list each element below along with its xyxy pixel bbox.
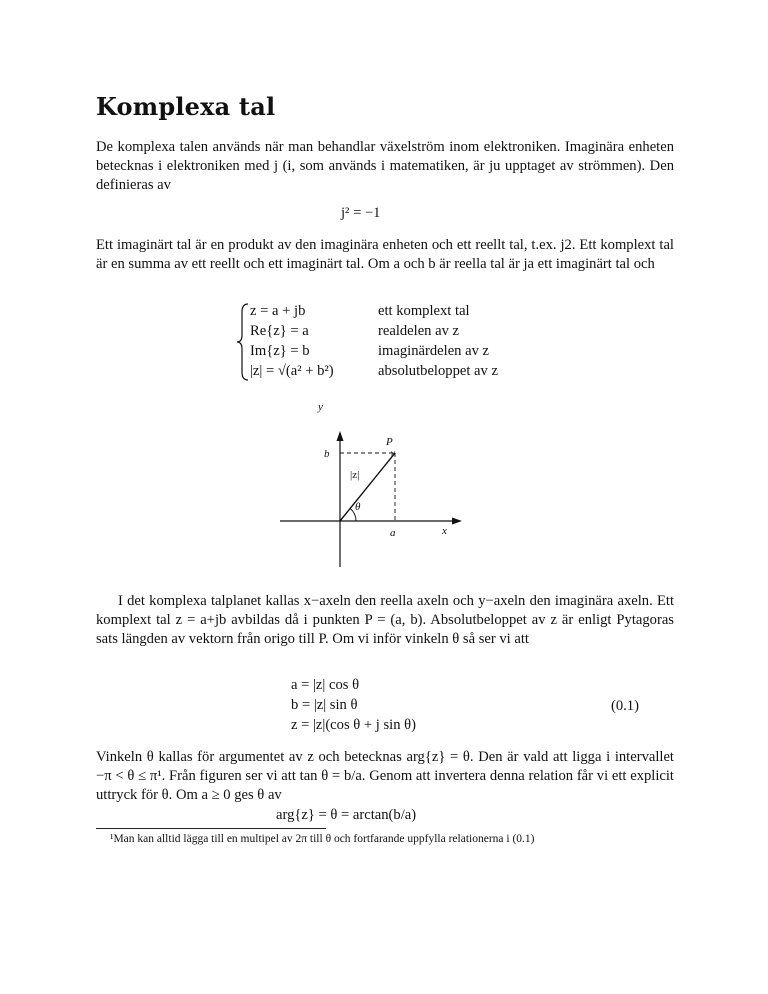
system-desc: realdelen av z xyxy=(378,323,460,339)
y-axis-arrow-icon xyxy=(337,431,344,441)
system-row xyxy=(250,302,470,321)
paragraph-imaginary: Ett imaginärt tal är en produkt av den imaginära enheten och ett reellt tal, t.ex. j2. Ett komplext tal är en summa av ett reellt och ett imaginärt tal. Om a och b är reella tal är ja ett imaginärt tal och xyxy=(96,237,674,272)
system-expr: Im{z} = b xyxy=(250,343,310,359)
a-label: a xyxy=(390,527,396,539)
equation-arg: arg{z} = θ = arctan(b/a) xyxy=(276,807,417,823)
brace-icon xyxy=(236,302,250,382)
complex-plane-diagram xyxy=(280,400,470,570)
system-desc: imaginärdelen av z xyxy=(378,343,490,359)
equation-a: a = |z| cos θ xyxy=(291,677,360,693)
x-axis-arrow-icon xyxy=(452,518,462,525)
system-desc: ett komplext tal xyxy=(378,303,470,319)
system-expr: z = a + jb xyxy=(250,303,306,319)
point-label: P xyxy=(386,436,393,448)
system-row xyxy=(250,322,460,341)
system-row xyxy=(250,362,498,381)
angle-label: θ xyxy=(355,501,361,513)
b-label: b xyxy=(324,448,330,460)
equation-j-squared: j² = −1 xyxy=(341,205,381,221)
system-row xyxy=(250,342,490,361)
footnote-rule xyxy=(96,828,326,829)
paragraph-intro: De komplexa talen används när man behandlar växelström inom elektroniken. Imaginära enheten betecknas i elektroniken med j (i, som används i matematiken, är ju upptaget av strömmen). Den definieras av xyxy=(96,139,674,193)
equation-number: (0.1) xyxy=(611,698,639,714)
footnote: ¹Man kan alltid lägga till en multipel av 2π till θ och fortfarande uppfylla relationerna i (0.1) xyxy=(110,833,535,845)
y-axis-label: y xyxy=(318,401,323,413)
modulus-label: |z| xyxy=(350,469,360,481)
paragraph-argument: Vinkeln θ kallas för argumentet av z och betecknas arg{z} = θ. Den är vald att ligga i intervallet −π < θ ≤ π¹. Från figuren ser vi att tan θ = b/a. Genom att invertera denna relation får vi ett explicit uttryck för θ. Om a ≥ 0 ges θ av xyxy=(96,749,674,803)
paragraph-complex-plane: I det komplexa talplanet kallas x−axeln den reella axeln och y−axeln den imaginära axeln. Ett komplext tal z = a+jb avbildas då i punkten P = (a, b). Absolutbeloppet av z är enligt Pytagoras sats längden av vektorn från origo till P. Om vi inför vinkeln θ så ser vi att xyxy=(96,593,674,647)
equation-b: b = |z| sin θ xyxy=(291,697,358,713)
equation-system xyxy=(236,302,536,382)
system-expr: Re{z} = a xyxy=(250,323,309,339)
page-title: Komplexa tal xyxy=(96,92,276,121)
equation-z: z = |z|(cos θ + j sin θ) xyxy=(291,717,417,733)
system-expr: |z| = √(a² + b²) xyxy=(250,363,334,379)
point-marker: × xyxy=(390,448,397,460)
vector-z xyxy=(340,453,395,521)
system-desc: absolutbeloppet av z xyxy=(378,363,498,379)
x-axis-label: x xyxy=(442,525,447,537)
